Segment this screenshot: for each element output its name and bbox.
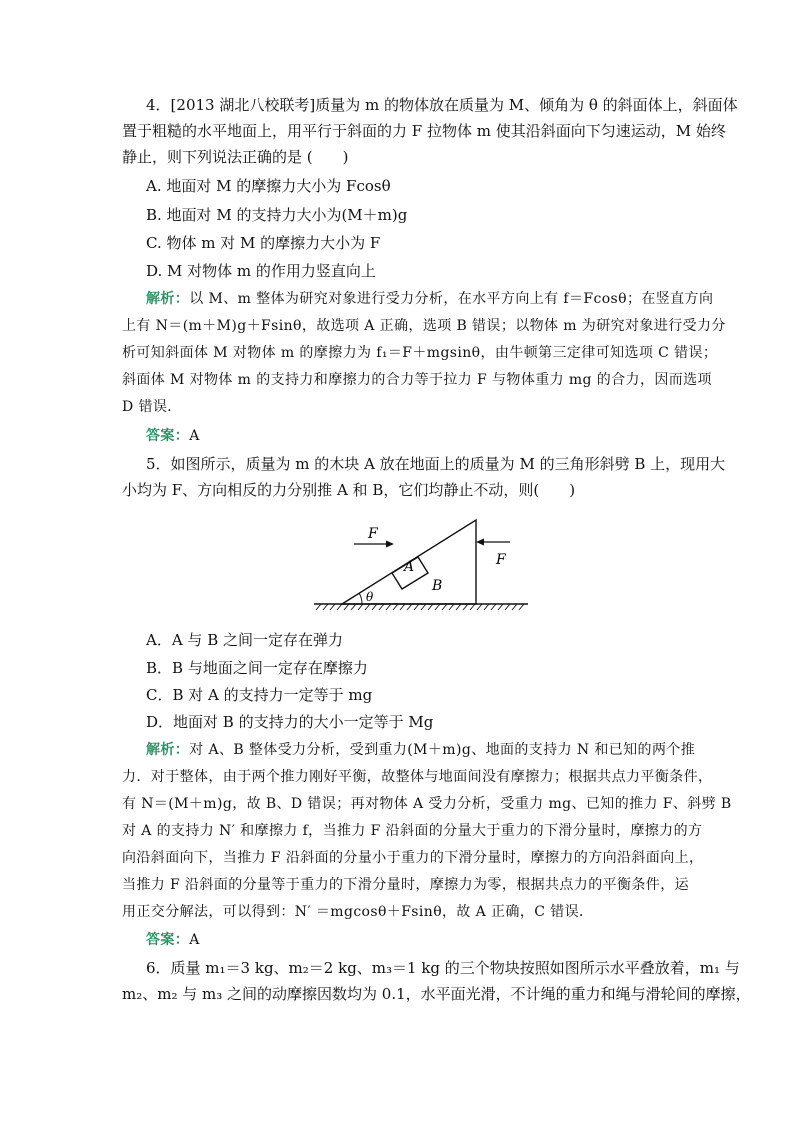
q6-stem-line-2: m₂、m₂ 与 m₃ 之间的动摩擦因数均为 0.1，水平面光滑，不计绳的重力和绳与滑轮间的摩擦， — [122, 985, 751, 1003]
q5-solution-line-1 — [146, 741, 695, 759]
q5-option-c: C．B 对 A 的支持力一定等于 mg — [146, 686, 373, 704]
q4-stem-line-1: 4．[2013 湖北八校联考]质量为 m 的物体放在质量为 M、倾角为 θ 的斜面体上，斜面体 — [146, 96, 738, 114]
q5-solution-line-5: 向沿斜面向下，当推力 F 沿斜面的分量小于重力的下滑分量时，摩擦力的方向沿斜面向上， — [122, 850, 704, 866]
q4-solution-line-2: 上有 N＝(m＋M)g＋Fsinθ，故选项 A 正确，选项 B 错误；以物体 m 为研究对象进行受力分 — [122, 318, 726, 334]
q6-stem-line-1: 6．质量 m₁＝3 kg、m₂＝2 kg、m₃＝1 kg 的三个物块按照如图所示水平叠放着，m₁ 与 — [146, 959, 740, 977]
q5-solution-label: 解析： — [146, 742, 190, 758]
q5-solution-line-3: 有 N＝(M＋m)g，故 B、D 错误；再对物体 A 受力分析，受重力 mg、已知的推力 F、斜劈 B — [122, 796, 732, 812]
q5-stem-line-2: 小均为 F、方向相反的力分别推 A 和 B，它们均静止不动，则( ) — [122, 481, 576, 499]
q5-solution-line-6: 当推力 F 沿斜面的分量等于重力的下滑分量时，摩擦力为零，根据共点力的平衡条件，运 — [122, 877, 690, 893]
wedge-b-label: B — [432, 578, 443, 594]
q4-solution-line-3: 析可知斜面体 M 对物体 m 的摩擦力为 f₁＝F＋mgsinθ，由牛顿第三定律可知选项 C 错误； — [122, 345, 718, 361]
q4-solution-label: 解析： — [146, 291, 190, 307]
q5-answer-label: 答案： — [146, 932, 190, 948]
q5-solution-line-2: 力．对于整体，由于两个推力刚好平衡，故整体与地面间没有摩擦力；根据共点力平衡条件， — [122, 769, 713, 785]
block-a-label: A — [404, 559, 415, 575]
q5-option-b: B．B 与地面之间一定存在摩擦力 — [146, 659, 368, 677]
force-arrowhead-right — [476, 539, 484, 546]
q4-option-c: C. 物体 m 对 M 的摩擦力大小为 F — [146, 234, 381, 252]
q5-solution-line-4: 对 A 的支持力 N′ 和摩擦力 f，当推力 F 沿斜面的分量大于重力的下滑分量时，摩擦力的方 — [122, 823, 703, 839]
q5-solution-text-1: 对 A、B 整体受力分析，受到重力(M＋m)g、地面的支持力 N 和已知的两个推 — [189, 742, 696, 758]
force-arrowhead-left — [386, 541, 394, 548]
q4-solution-line-4: 斜面体 M 对物体 m 的支持力和摩擦力的合力等于拉力 F 与物体重力 mg 的合力，因而选项 — [122, 372, 712, 388]
q5-option-a: A．A 与 B 之间一定存在弹力 — [146, 631, 343, 649]
theta-label: θ — [366, 590, 374, 604]
ground-hatching — [316, 604, 524, 610]
q5-stem-line-1: 5．如图所示，质量为 m 的木块 A 放在地面上的质量为 M 的三角形斜劈 B 上，现用大 — [146, 455, 726, 473]
q5-answer-value: A — [189, 932, 200, 948]
q4-stem-line-2: 置于粗糙的水平地面上，用平行于斜面的力 F 拉物体 m 使其沿斜面向下匀速运动，M 始终 — [122, 122, 726, 140]
q5-answer-line — [146, 931, 200, 949]
incline-figure — [310, 514, 532, 614]
force-label-right: F — [496, 552, 506, 568]
q4-stem-line-3: 静止，则下列说法正确的是 ( ) — [122, 148, 349, 166]
q4-solution-line-5: D 错误． — [122, 399, 182, 415]
q4-option-b: B. 地面对 M 的支持力大小为(M＋m)g — [146, 206, 408, 224]
q4-solution-line-1 — [146, 290, 713, 308]
q5-solution-line-7: 用正交分解法，可以得到：N′ ＝mgcosθ＋Fsinθ，故 A 正确，C 错误． — [122, 904, 594, 920]
q4-answer-line — [146, 427, 200, 445]
q4-answer-value: A — [189, 428, 200, 444]
q4-option-d: D. M 对物体 m 的作用力竖直向上 — [146, 262, 376, 280]
q4-option-a: A. 地面对 M 的摩擦力大小为 Fcosθ — [146, 177, 391, 195]
q4-answer-label: 答案： — [146, 428, 190, 444]
theta-arc — [359, 593, 362, 604]
q5-option-d: D．地面对 B 的支持力的大小一定等于 Mg — [146, 713, 434, 731]
force-label-left: F — [368, 526, 378, 542]
q4-solution-text-1: 以 M、m 整体为研究对象进行受力分析，在水平方向上有 f＝Fcosθ；在竖直方向 — [189, 291, 714, 307]
